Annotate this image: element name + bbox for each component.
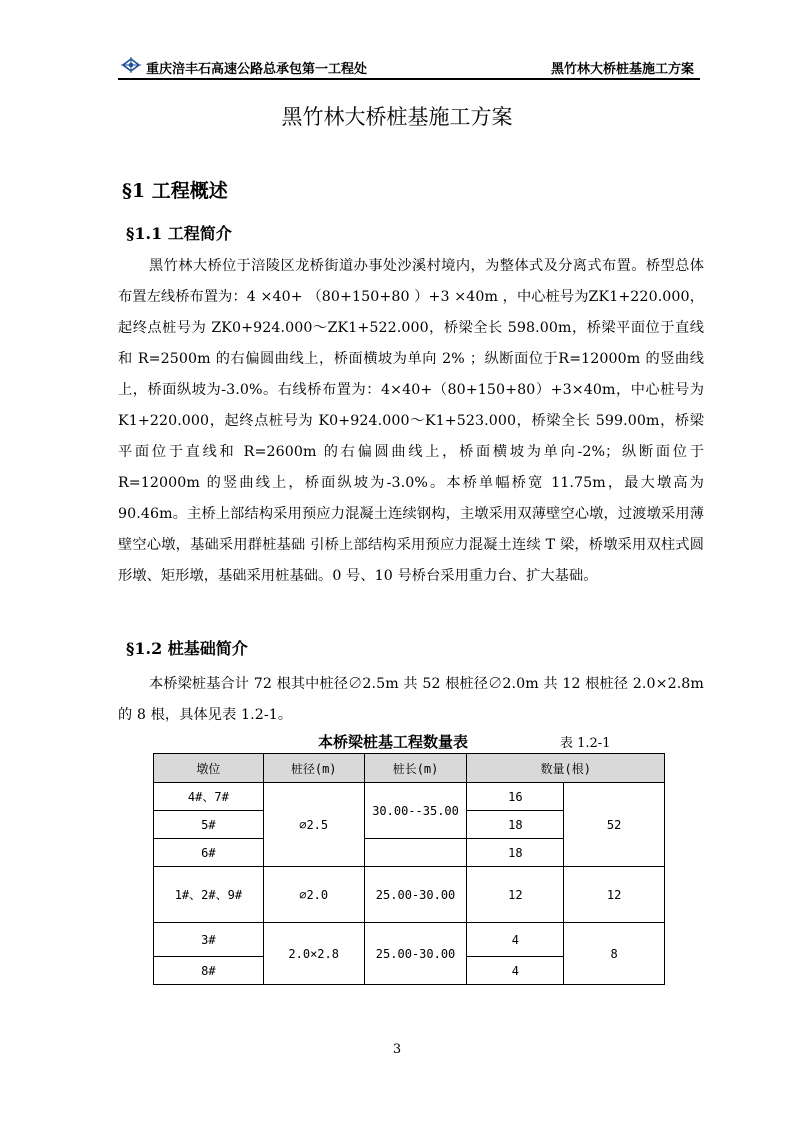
header-quantity: 数量(根) (467, 754, 665, 783)
cell-count: 18 (467, 839, 564, 867)
cell-pier: 8# (154, 957, 264, 985)
cell-diameter: ∅2.0 (263, 867, 364, 923)
cell-pier: 1#、2#、9# (154, 867, 264, 923)
section-heading-1: §1 工程概述 (122, 180, 228, 202)
header-company-name: 重庆涪丰石高速公路总承包第一工程处 (146, 62, 368, 77)
cell-total: 8 (564, 923, 665, 985)
document-title: 黑竹林大桥桩基施工方案 (281, 105, 513, 129)
table-title: 本桥梁桩基工程数量表 (318, 733, 469, 751)
cell-total: 52 (564, 783, 665, 867)
table-row (154, 783, 665, 811)
header-length: 桩长(m) (364, 754, 467, 783)
cell-pier: 4#、7# (154, 783, 264, 811)
table-row (154, 923, 665, 957)
table-header-row (154, 754, 665, 783)
cell-diameter: 2.0×2.8 (263, 923, 364, 985)
paragraph-pile-summary: 本桥梁桩基合计 72 根其中桩径∅2.5m 共 52 根桩径∅2.0m 共 12 根桩径 2.0×2.8m 的 8 根，具体见表 1.2-1。 (118, 676, 704, 723)
cell-length: 25.00-30.00 (364, 923, 467, 985)
cell-pier: 5# (154, 811, 264, 839)
page-header (118, 56, 700, 80)
cell-total: 12 (564, 867, 665, 923)
cell-length: 25.00-30.00 (364, 867, 467, 923)
cell-count: 4 (467, 923, 564, 957)
cell-count: 18 (467, 811, 564, 839)
section-heading-1-2: §1.2 桩基础简介 (126, 639, 248, 658)
cell-pier: 3# (154, 923, 264, 957)
pile-quantity-table (153, 753, 665, 985)
page-number: 3 (392, 1042, 402, 1057)
header-diameter: 桩径(m) (263, 754, 364, 783)
cell-pier: 6# (154, 839, 264, 867)
cell-diameter: ∅2.5 (263, 783, 364, 867)
table-row (154, 867, 665, 923)
header-document-title: 黑竹林大桥桩基施工方案 (550, 62, 694, 77)
company-logo-icon (120, 56, 142, 74)
section-heading-1-1: §1.1 工程简介 (126, 224, 232, 243)
cell-count: 16 (467, 783, 564, 811)
cell-length-empty (364, 839, 467, 867)
cell-count: 12 (467, 867, 564, 923)
header-pier: 墩位 (154, 754, 264, 783)
cell-length: 30.00--35.00 (364, 783, 467, 839)
paragraph-project-overview: 黑竹林大桥位于涪陵区龙桥街道办事处沙溪村境内，为整体式及分离式布置。桥型总体布置左线桥布置为：4 ×40+ （80+150+80 ）+3 ×40m ，中心桩号为ZK1+220.000，起终点桩号为 ZK0+924.000～ZK1+522.000，桥梁全长 598.00m，桥梁平面位于直线和 R=2500m 的右偏圆曲线上，桥面横坡为单向 2% ；纵断面位于R=12000m 的竖曲线上，桥面纵坡为-3.0%。右线桥布置为：4×40+（80+150+80）+3×40m，中心桩号为 K1+220.000，起终点桩号为 K0+924.000～K1+523.000，桥梁全长 599.00m，桥梁平面位于直线和 R=2600m 的右偏圆曲线上，桥面横坡为单向-2%；纵断面位于 R=12000m 的竖曲线上，桥面纵坡为-3.0%。本桥单幅桥宽 11.75m，最大墩高为 90.46m。主桥上部结构采用预应力混凝土连续钢构，主墩采用双薄壁空心墩，过渡墩采用薄壁空心墩，基础采用群桩基础 引桥上部结构采用预应力混凝土连续 T 梁，桥墩采用双柱式圆形墩、矩形墩，基础采用桩基础。0 号、10 号桥台采用重力台、扩大基础。 (118, 258, 704, 584)
table-number: 表 1.2-1 (560, 736, 611, 751)
cell-count: 4 (467, 957, 564, 985)
